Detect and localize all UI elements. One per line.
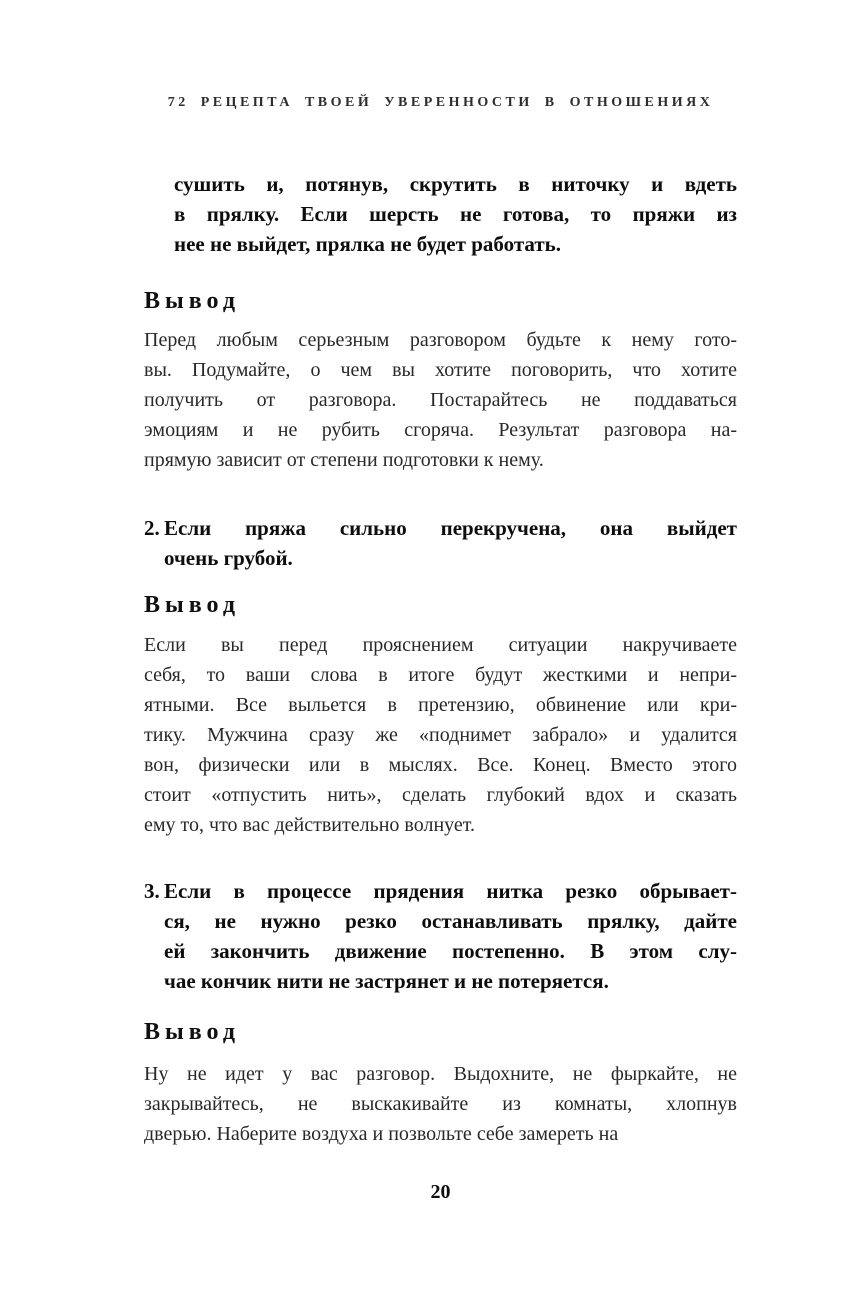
numbered-item-3-text xyxy=(164,876,737,996)
conclusion-paragraph-3 xyxy=(144,1059,737,1149)
text-line: закрывайтесь, не выскакивайте из комнаты, хлопнув xyxy=(144,1093,737,1115)
text-line: в прялку. Если шерсть не готова, то пряжи из xyxy=(174,202,737,226)
conclusion-heading-3: Вывод xyxy=(144,1019,240,1045)
text-line: очень грубой. xyxy=(164,546,293,570)
conclusion-heading-1: Вывод xyxy=(144,288,240,314)
item-number-3: 3. xyxy=(144,879,160,903)
page-content xyxy=(144,0,737,1205)
numbered-item-1-continuation xyxy=(144,169,737,259)
conclusion-paragraph-1 xyxy=(144,325,737,475)
text-line: сушить и, потянув, скрутить в ниточку и вдеть xyxy=(174,172,737,196)
text-line: ся, не нужно резко останавливать прялку, дайте xyxy=(164,909,737,933)
text-line: получить от разговора. Постарайтесь не поддаваться xyxy=(144,389,737,411)
text-line: себя, то ваши слова в итоге будут жесткими и непри- xyxy=(144,664,737,686)
text-line: нее не выйдет, прялка не будет работать. xyxy=(174,232,562,256)
page-number: 20 xyxy=(430,1181,451,1203)
text-line: Если вы перед прояснением ситуации накручиваете xyxy=(144,634,737,656)
text-line: Перед любым серьезным разговором будьте к нему гото- xyxy=(144,329,737,351)
text-line: Если в процессе прядения нитка резко обрывает- xyxy=(164,879,737,903)
conclusion-heading-2: Вывод xyxy=(144,592,240,618)
running-header: 72 РЕЦЕПТА ТВОЕЙ УВЕРЕННОСТИ В ОТНОШЕНИЯХ xyxy=(167,95,714,110)
text-line: вы. Подумайте, о чем вы хотите поговорить, что хотите xyxy=(144,359,737,381)
text-line: ей закончить движение постепенно. В этом слу- xyxy=(164,939,737,963)
text-line: эмоциям и не рубить сгоряча. Результат разговора на- xyxy=(144,419,737,441)
text-line: стоит «отпустить нить», сделать глубокий вдох и сказать xyxy=(144,784,737,806)
numbered-item-2-text xyxy=(164,513,737,573)
numbered-item-3 xyxy=(144,876,737,996)
text-line: дверью. Наберите воздуха и позвольте себе замереть на xyxy=(144,1123,619,1145)
text-line: Ну не идет у вас разговор. Выдохните, не фыркайте, не xyxy=(144,1063,737,1085)
text-line: Если пряжа сильно перекручена, она выйдет xyxy=(164,516,737,540)
text-line: ятными. Все выльется в претензию, обвинение или кри- xyxy=(144,694,737,716)
conclusion-paragraph-2 xyxy=(144,630,737,840)
text-line: прямую зависит от степени подготовки к нему. xyxy=(144,449,544,471)
text-line: тику. Мужчина сразу же «поднимет забрало» и удалится xyxy=(144,724,737,746)
text-line: вон, физически или в мыслях. Все. Конец. Вместо этого xyxy=(144,754,737,776)
text-line: чае кончик нити не застрянет и не потеряется. xyxy=(164,969,609,993)
numbered-item-2 xyxy=(144,513,737,573)
text-line: ему то, что вас действительно волнует. xyxy=(144,814,475,836)
item-number-2: 2. xyxy=(144,516,160,540)
